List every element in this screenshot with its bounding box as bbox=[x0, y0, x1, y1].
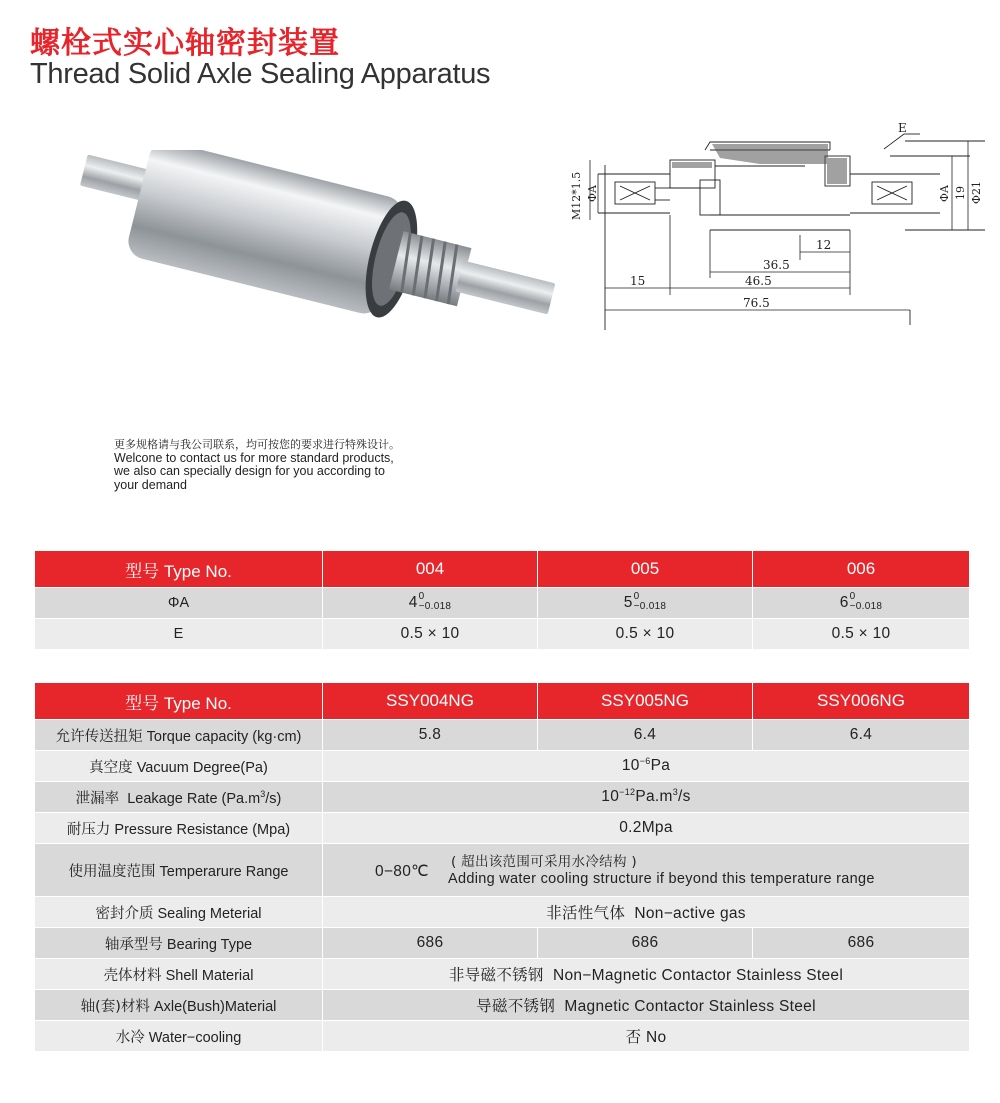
table-cell: 否 No bbox=[323, 1021, 969, 1052]
header-cell: SSY006NG bbox=[753, 683, 969, 720]
table-cell: 0.5 × 10 bbox=[323, 619, 538, 650]
table-row-bearing bbox=[35, 928, 969, 959]
row-label: ΦA bbox=[35, 588, 323, 619]
table-cell: 686 bbox=[538, 928, 753, 959]
row-label: 使用温度范围 Temperarure Range bbox=[35, 844, 323, 897]
label-phiA-left: ΦA bbox=[586, 185, 599, 202]
row-label: 轴承型号 Bearing Type bbox=[35, 928, 323, 959]
page-title-en: Thread Solid Axle Sealing Apparatus bbox=[30, 58, 491, 90]
contact-en-2: we also can specially design for you according to bbox=[114, 464, 385, 478]
label-thread: M12*1.5 bbox=[570, 171, 583, 220]
row-label: 泄漏率 Leakage Rate $(Pa.m^3/s)$ bbox=[35, 782, 323, 813]
dim-46-5: 46.5 bbox=[745, 274, 772, 288]
table-cell: 6.4 bbox=[753, 720, 969, 751]
header-cell: 004 bbox=[323, 551, 538, 588]
dimension-table bbox=[35, 551, 969, 650]
table-cell: $10^{-6}Pa$ bbox=[323, 751, 969, 782]
label-19: 19 bbox=[954, 186, 967, 200]
table-row-leakage bbox=[35, 782, 969, 813]
dim-76-5: 76.5 bbox=[743, 296, 770, 310]
table-cell: 5 0 −0.018 bbox=[538, 588, 753, 619]
contact-note bbox=[114, 438, 400, 492]
temperature-note-cn: ( 超出该范围可采用水冷结构 ) bbox=[451, 854, 637, 870]
label-phiA-right: ΦA bbox=[938, 185, 951, 202]
dimension-drawing bbox=[560, 120, 990, 330]
table-cell: 6 0 −0.018 bbox=[753, 588, 969, 619]
header-cell: SSY005NG bbox=[538, 683, 753, 720]
table-row bbox=[35, 588, 969, 619]
dim-36-5: 36.5 bbox=[763, 258, 790, 272]
table-header bbox=[35, 551, 969, 588]
table-cell: 4 0 −0.018 bbox=[323, 588, 538, 619]
table-cell: 非导磁不锈钢 Non−Magnetic Contactor Stainless Steel bbox=[323, 959, 969, 990]
table-header bbox=[35, 683, 969, 720]
row-label: E bbox=[35, 619, 323, 650]
header-cell: 006 bbox=[753, 551, 969, 588]
contact-cn: 更多规格请与我公司联系，均可按您的要求进行特殊设计。 bbox=[114, 438, 400, 451]
dim-15: 15 bbox=[630, 274, 646, 288]
table-cell: 0.2Mpa bbox=[323, 813, 969, 844]
label-E: E bbox=[898, 121, 907, 135]
table-cell: 非活性气体 Non−active gas bbox=[323, 897, 969, 928]
row-label: 真空度 Vacuum Degree(Pa) bbox=[35, 751, 323, 782]
table-row-pressure bbox=[35, 813, 969, 844]
product-image bbox=[40, 150, 560, 440]
table-cell: 0.5 × 10 bbox=[753, 619, 969, 650]
header-cell: 型号 Type No. bbox=[35, 683, 323, 720]
row-label: 允许传送扭矩 Torque capacity (kg·cm) bbox=[35, 720, 323, 751]
row-label: 耐压力 Pressure Resistance (Mpa) bbox=[35, 813, 323, 844]
table-row-temperature bbox=[35, 844, 969, 897]
header-cell: 型号 Type No. bbox=[35, 551, 323, 588]
table-cell: 686 bbox=[323, 928, 538, 959]
page-title-cn: 螺栓式实心轴密封装置 bbox=[30, 26, 340, 61]
table-row-torque bbox=[35, 720, 969, 751]
contact-en-3: your demand bbox=[114, 477, 187, 492]
table-row-shell bbox=[35, 959, 969, 990]
table-cell bbox=[323, 844, 969, 897]
table-cell: 0.5 × 10 bbox=[538, 619, 753, 650]
dim-12: 12 bbox=[816, 238, 832, 252]
row-label: 密封介质 Sealing Meterial bbox=[35, 897, 323, 928]
table-row-vacuum bbox=[35, 751, 969, 782]
header-cell: 005 bbox=[538, 551, 753, 588]
table-row-medium bbox=[35, 897, 969, 928]
table-cell: 导磁不锈钢 Magnetic Contactor Stainless Steel bbox=[323, 990, 969, 1021]
header-cell: SSY004NG bbox=[323, 683, 538, 720]
temperature-range: 0−80℃ bbox=[375, 863, 429, 880]
table-row-water bbox=[35, 1021, 969, 1052]
label-phi21: Φ21 bbox=[970, 180, 983, 204]
table-cell: 686 bbox=[753, 928, 969, 959]
spec-table bbox=[35, 683, 969, 1052]
table-cell: 5.8 bbox=[323, 720, 538, 751]
row-label: 壳体材料 Shell Material bbox=[35, 959, 323, 990]
row-label: 水冷 Water−cooling bbox=[35, 1021, 323, 1052]
temperature-note-en: Adding water cooling structure if beyond this temperature range bbox=[448, 871, 875, 887]
table-cell: $10^{-12}Pa.m^3/s$ bbox=[323, 782, 969, 813]
contact-en-1: Welcone to contact us for more standard products, bbox=[114, 450, 394, 465]
table-row-axle bbox=[35, 990, 969, 1021]
row-label: 轴(套)材料 Axle(Bush)Material bbox=[35, 990, 323, 1021]
table-cell: 6.4 bbox=[538, 720, 753, 751]
table-row bbox=[35, 619, 969, 650]
